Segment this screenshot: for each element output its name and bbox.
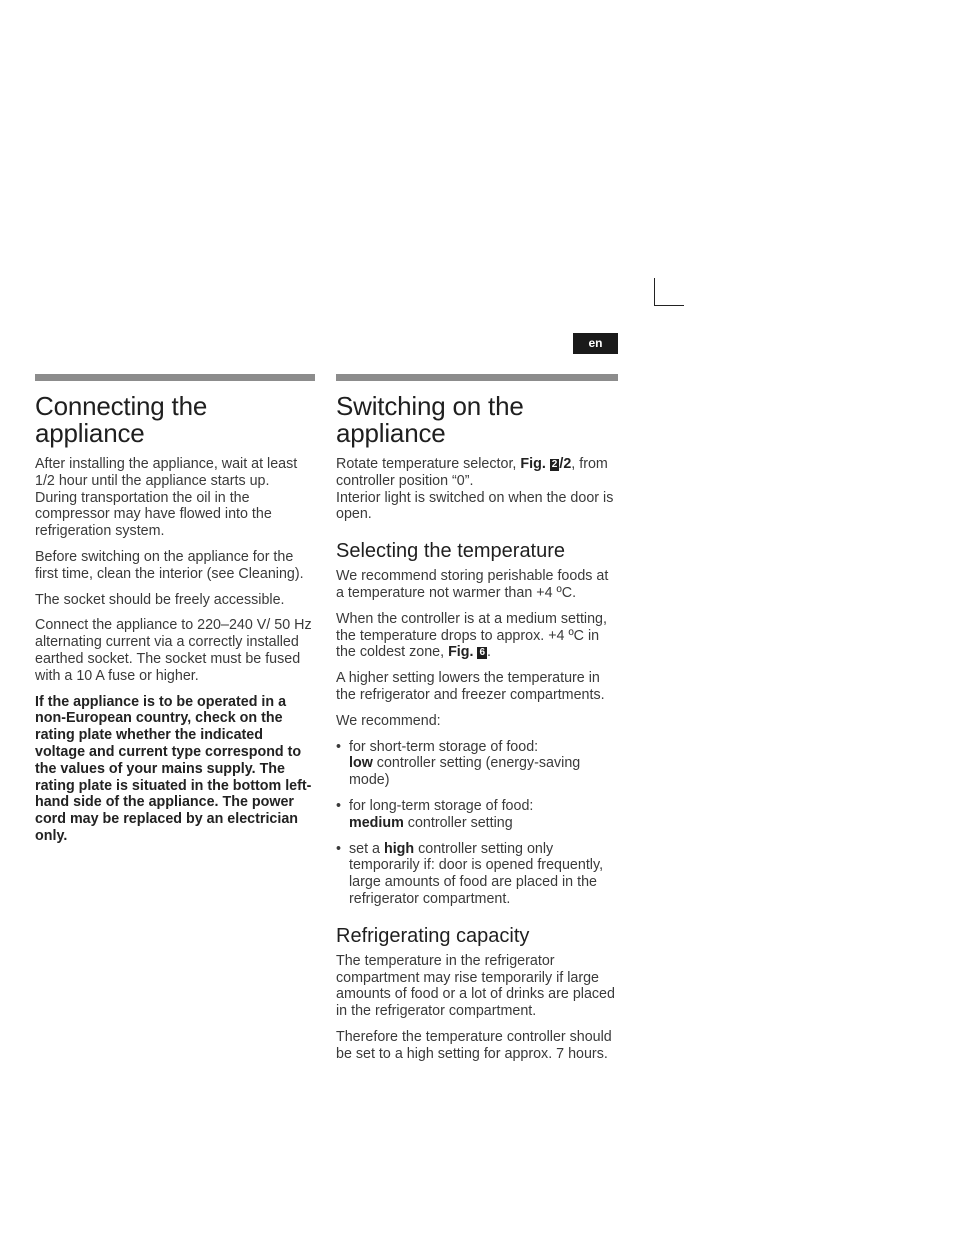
warning-paragraph: If the appliance is to be operated in a non-European country, check on the rating plate whether the indicated voltage and current type correspond to the values of your mains supply. The rating plate is situated in the bottom left-hand side of the appliance. The power cord may be replaced by an electrician only. xyxy=(35,693,312,844)
subsection-title-selecting-temperature: Selecting the temperature xyxy=(336,540,566,563)
intro-paragraph: Rotate temperature selector, Fig. 2 /2, from controller position “0”. Interior light is switched on when the door is open. xyxy=(336,456,614,523)
section-title-connecting: Connecting the appliance xyxy=(35,391,208,448)
section-title-switching-on: Switching on the appliance xyxy=(336,391,524,448)
paragraph: We recommend: xyxy=(336,712,441,729)
section-rule xyxy=(35,374,315,381)
list-item: • set a high controller setting only temporarily if: door is opened frequently, large amounts of food are placed in the refrigerator compartment. xyxy=(336,840,604,907)
paragraph: We recommend storing perishable foods at a temperature not warmer than +4 ºC. xyxy=(336,568,609,601)
paragraph: Before switching on the appliance for the first time, clean the interior (see Cleaning). xyxy=(35,548,304,582)
paragraph: After installing the appliance, wait at least 1/2 hour until the appliance starts up. During transportation the oil in the compressor may have flowed into the refrigeration system. xyxy=(35,456,298,540)
list-item: • for short-term storage of food: low controller setting (energy-saving mode) xyxy=(336,738,581,789)
crop-mark-vertical xyxy=(654,278,655,306)
left-column xyxy=(35,374,315,854)
section-rule xyxy=(336,374,618,381)
subsection-title-refrigerating-capacity: Refrigerating capacity xyxy=(336,924,530,947)
recommendation-list xyxy=(336,739,618,908)
paragraph: Connect the appliance to 220–240 V/ 50 Hz alternating current via a correctly installed earthed socket. The socket must be fused with a 10 A fuse or higher. xyxy=(35,617,312,684)
paragraph: The temperature in the refrigerator compartment may rise temporarily if large amounts of food or a lot of drinks are placed in the refrigerator compartment. xyxy=(336,952,615,1020)
paragraph: A higher setting lowers the temperature in the refrigerator and freezer compartments. xyxy=(336,670,605,703)
crop-mark-horizontal xyxy=(654,305,684,306)
figure-badge: 2 xyxy=(551,459,558,470)
paragraph: When the controller is at a medium setting, the temperature drops to approx. +4 ºC in the coldest zone, Fig. 6 . xyxy=(336,610,607,661)
paragraph: Therefore the temperature controller should be set to a high setting for approx. 7 hours. xyxy=(336,1028,612,1062)
paragraph: The socket should be freely accessible. xyxy=(35,591,285,608)
language-tab: en xyxy=(573,333,618,354)
list-item: • for long-term storage of food: medium controller setting xyxy=(336,797,534,831)
right-column xyxy=(336,374,618,1072)
figure-badge: 6 xyxy=(479,647,486,659)
